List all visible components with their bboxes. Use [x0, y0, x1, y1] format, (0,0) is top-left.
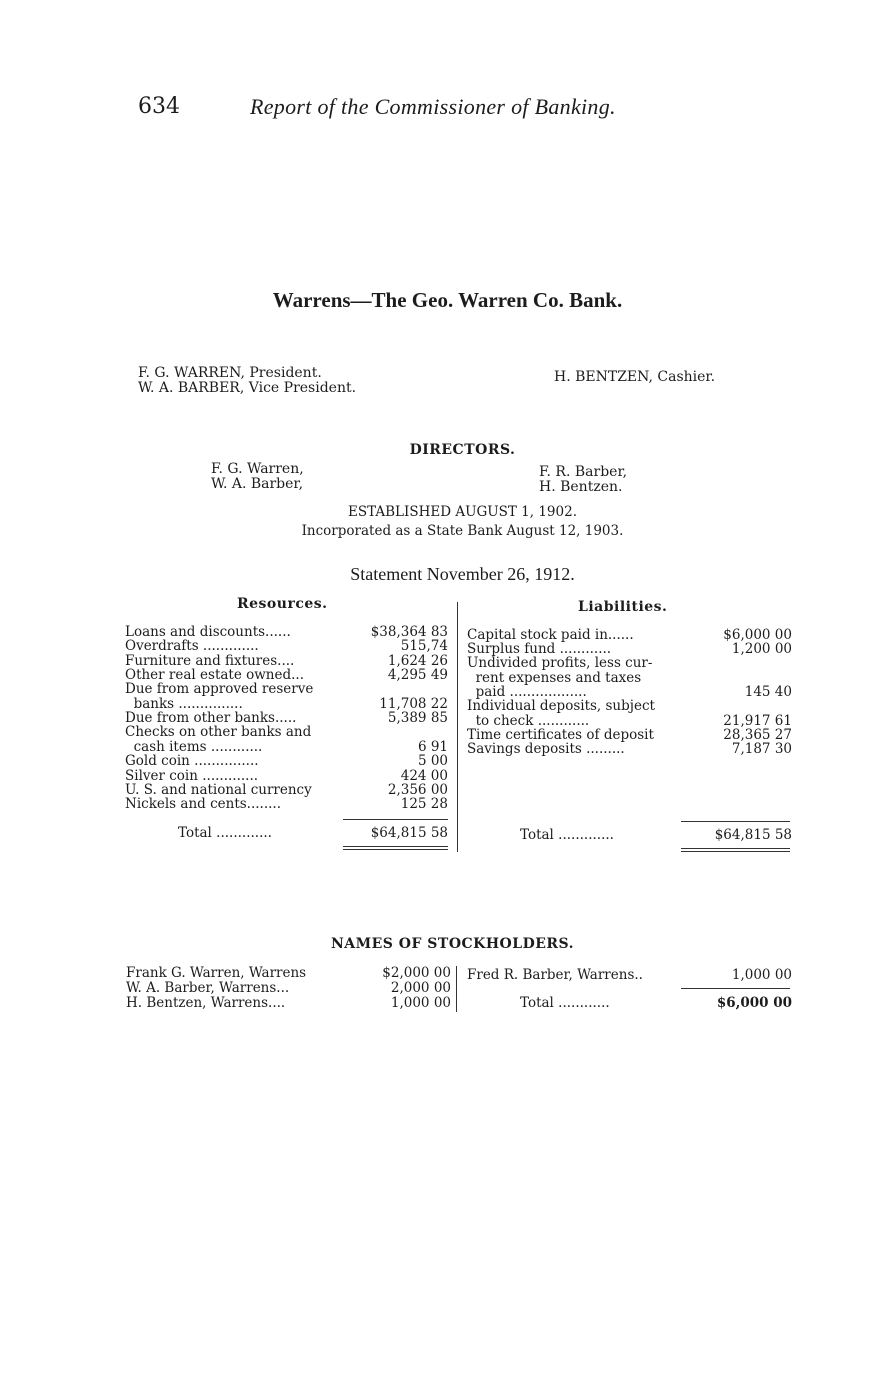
- liability-label: Capital stock paid in......: [467, 627, 634, 643]
- stockholder-amount: 1,000 00: [731, 967, 792, 983]
- running-title: Report of the Commissioner of Banking.: [250, 94, 616, 119]
- liabilities-total-label: Total .............: [520, 827, 614, 843]
- resources-total-double-rule: [343, 846, 448, 850]
- statement-title: Statement November 26, 1912.: [350, 564, 575, 584]
- incorporated-line: Incorporated as a State Bank August 12, 1903.: [301, 523, 624, 539]
- resource-label: U. S. and national currency: [125, 782, 312, 798]
- resource-label: Nickels and cents........: [125, 796, 282, 812]
- resource-label: Due from approved reserve: [125, 681, 314, 697]
- statement-column-divider: [457, 602, 458, 852]
- resource-amount: 11,708 22: [379, 696, 448, 712]
- resource-label: banks ...............: [125, 696, 243, 712]
- resource-amount: 424 00: [400, 768, 448, 784]
- resource-amount: 1,624 26: [387, 653, 448, 669]
- resources-total-label: Total .............: [178, 825, 272, 841]
- stockholder-name: H. Bentzen, Warrens....: [126, 995, 286, 1011]
- liability-label: to check ............: [467, 713, 590, 729]
- resource-amount: 4,295 49: [387, 667, 448, 683]
- page-number: 634: [138, 94, 180, 119]
- director-right-1: F. R. Barber,: [539, 464, 628, 480]
- resource-amount: 5,389 85: [387, 710, 448, 726]
- stockholders-subtotal-rule: [681, 988, 790, 989]
- resources-total-amount: $64,815 58: [370, 825, 448, 841]
- liability-label: rent expenses and taxes: [467, 670, 642, 686]
- liability-amount: 21,917 61: [723, 713, 792, 729]
- resource-label: Silver coin .............: [125, 768, 259, 784]
- resource-label: Checks on other banks and: [125, 724, 312, 740]
- stockholder-name: W. A. Barber, Warrens...: [126, 980, 290, 996]
- liability-label: Time certificates of deposit: [467, 727, 654, 743]
- director-left-1: F. G. Warren,: [211, 461, 304, 477]
- resource-label: Other real estate owned...: [125, 667, 305, 683]
- resource-amount: 2,356 00: [387, 782, 448, 798]
- liability-label: Surplus fund ............: [467, 641, 612, 657]
- stockholder-name: Fred R. Barber, Warrens..: [467, 967, 643, 983]
- resources-heading: Resources.: [237, 596, 328, 612]
- liability-amount: 145 40: [744, 684, 792, 700]
- resources-subtotal-rule: [343, 819, 448, 820]
- officer-president: F. G. WARREN, President.: [138, 365, 322, 381]
- established-line: ESTABLISHED AUGUST 1, 1902.: [348, 504, 577, 520]
- resource-amount: 125 28: [400, 796, 448, 812]
- resource-label: Loans and discounts......: [125, 624, 291, 640]
- resource-label: Gold coin ...............: [125, 753, 259, 769]
- resource-amount: 5 00: [417, 753, 448, 769]
- officer-vice-president: W. A. BARBER, Vice President.: [138, 380, 357, 396]
- liability-label: Individual deposits, subject: [467, 698, 655, 714]
- stockholders-total-label: Total ............: [520, 995, 610, 1011]
- directors-heading: DIRECTORS.: [409, 442, 516, 458]
- director-left-2: W. A. Barber,: [211, 476, 304, 492]
- stockholder-name: Frank G. Warren, Warrens: [126, 965, 307, 981]
- liability-amount: 7,187 30: [731, 741, 792, 757]
- liability-label: Undivided profits, less cur-: [467, 655, 653, 671]
- resource-label: Furniture and fixtures....: [125, 653, 295, 669]
- liability-amount: $6,000 00: [723, 627, 792, 643]
- stockholders-column-divider: [456, 966, 457, 1012]
- stockholders-heading: NAMES OF STOCKHOLDERS.: [330, 936, 575, 952]
- resource-label: cash items ............: [125, 739, 263, 755]
- resource-amount: 515,74: [400, 638, 448, 654]
- liabilities-subtotal-rule: [681, 821, 790, 822]
- officer-cashier: H. BENTZEN, Cashier.: [554, 369, 716, 385]
- stockholder-amount: 1,000 00: [390, 995, 451, 1011]
- liabilities-total-double-rule: [681, 848, 790, 852]
- resource-label: Overdrafts .............: [125, 638, 259, 654]
- liability-label: paid ..................: [467, 684, 587, 700]
- director-right-2: H. Bentzen.: [539, 479, 623, 495]
- liability-amount: 28,365 27: [723, 727, 792, 743]
- liability-label: Savings deposits .........: [467, 741, 625, 757]
- resource-label: Due from other banks.....: [125, 710, 297, 726]
- liability-amount: 1,200 00: [731, 641, 792, 657]
- stockholders-total-amount: $6,000 00: [716, 995, 792, 1011]
- liabilities-heading: Liabilities.: [578, 599, 668, 615]
- resource-amount: $38,364 83: [370, 624, 448, 640]
- liabilities-total-amount: $64,815 58: [714, 827, 792, 843]
- bank-title: Warrens—The Geo. Warren Co. Bank.: [272, 288, 623, 312]
- stockholder-amount: 2,000 00: [390, 980, 451, 996]
- stockholder-amount: $2,000 00: [382, 965, 451, 981]
- resource-amount: 6 91: [417, 739, 448, 755]
